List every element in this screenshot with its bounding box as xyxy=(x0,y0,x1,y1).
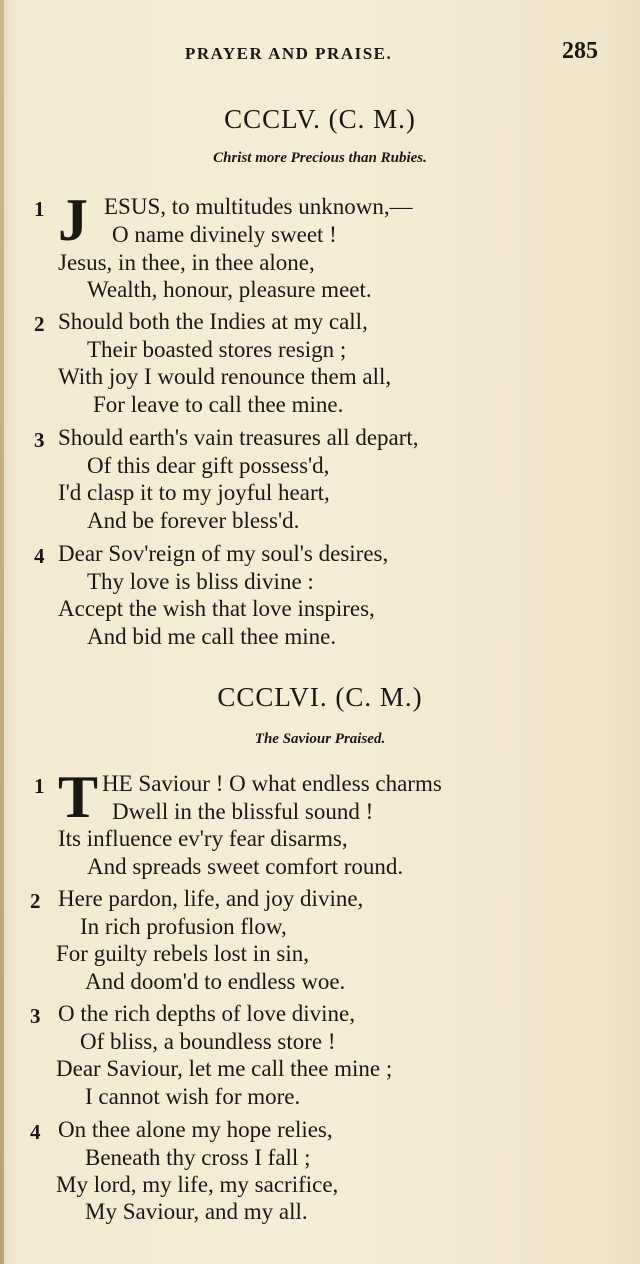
verse-line: And spreads sweet comfort round. xyxy=(87,854,404,879)
verse-line: Its influence ev'ry fear disarms, xyxy=(58,826,348,851)
verse-line: For guilty rebels lost in sin, xyxy=(56,941,309,966)
verse-number: 4 xyxy=(34,544,45,568)
page-number: 285 xyxy=(562,38,598,64)
hymn-number: CCCLV. (C. M.) xyxy=(224,104,416,134)
verse-line: For leave to call thee mine. xyxy=(93,392,344,417)
verse-line: O the rich depths of love divine, xyxy=(58,1001,356,1026)
verse-line: My lord, my life, my sacrifice, xyxy=(56,1172,339,1197)
verse-line: Dear Sov'reign of my soul's desires, xyxy=(58,541,389,566)
verse-line: Dwell in the blissful sound ! xyxy=(112,799,374,824)
verse-number: 1 xyxy=(34,197,45,221)
verse-line: O name divinely sweet ! xyxy=(112,222,337,247)
verse-line: On thee alone my hope relies, xyxy=(58,1117,333,1142)
hymn-number: CCCLVI. (C. M.) xyxy=(217,682,423,712)
verse-line: ESUS, to multitudes unknown,— xyxy=(104,194,413,219)
verse-line: Their boasted stores resign ; xyxy=(87,337,347,362)
verse-line: In rich profusion flow, xyxy=(80,914,287,939)
verse-line: I cannot wish for more. xyxy=(85,1084,301,1109)
drop-cap: J xyxy=(58,187,88,253)
verse-line: I'd clasp it to my joyful heart, xyxy=(58,480,330,505)
verse-line: Accept the wish that love inspires, xyxy=(58,596,375,621)
drop-cap: T xyxy=(58,764,99,830)
verse-line: Of this dear gift possess'd, xyxy=(87,453,330,478)
verse-line: And bid me call thee mine. xyxy=(87,624,337,649)
verse-line: Dear Saviour, let me call thee mine ; xyxy=(56,1056,393,1081)
verse-number: 1 xyxy=(34,774,45,798)
verse-number: 3 xyxy=(34,428,45,452)
verse-line: HE Saviour ! O what endless charms xyxy=(102,771,442,796)
verse-number: 4 xyxy=(30,1120,41,1144)
verse-line: Wealth, honour, pleasure meet. xyxy=(87,277,372,302)
verse-line: And doom'd to endless woe. xyxy=(85,969,346,994)
verse-number: 3 xyxy=(30,1004,41,1028)
verse-line: Thy love is bliss divine : xyxy=(87,569,314,594)
verse-line: Should earth's vain treasures all depart, xyxy=(58,425,419,450)
hymn-subtitle: Christ more Precious than Rubies. xyxy=(213,150,427,166)
running-head: PRAYER AND PRAISE. xyxy=(185,44,393,63)
verse-line: My Saviour, and my all. xyxy=(85,1199,308,1224)
verse-line: Here pardon, life, and joy divine, xyxy=(58,886,364,911)
verse-line: Beneath thy cross I fall ; xyxy=(85,1145,311,1170)
verse-number: 2 xyxy=(34,312,45,336)
hymn-subtitle: The Saviour Praised. xyxy=(254,731,386,747)
page-edge-shadow xyxy=(0,0,4,1264)
verse-line: And be forever bless'd. xyxy=(87,508,300,533)
verse-line: Jesus, in thee, in thee alone, xyxy=(58,250,315,275)
verse-line: Should both the Indies at my call, xyxy=(58,309,368,334)
verse-number: 2 xyxy=(30,889,41,913)
verse-line: With joy I would renounce them all, xyxy=(58,364,392,389)
verse-line: Of bliss, a boundless store ! xyxy=(80,1029,336,1054)
